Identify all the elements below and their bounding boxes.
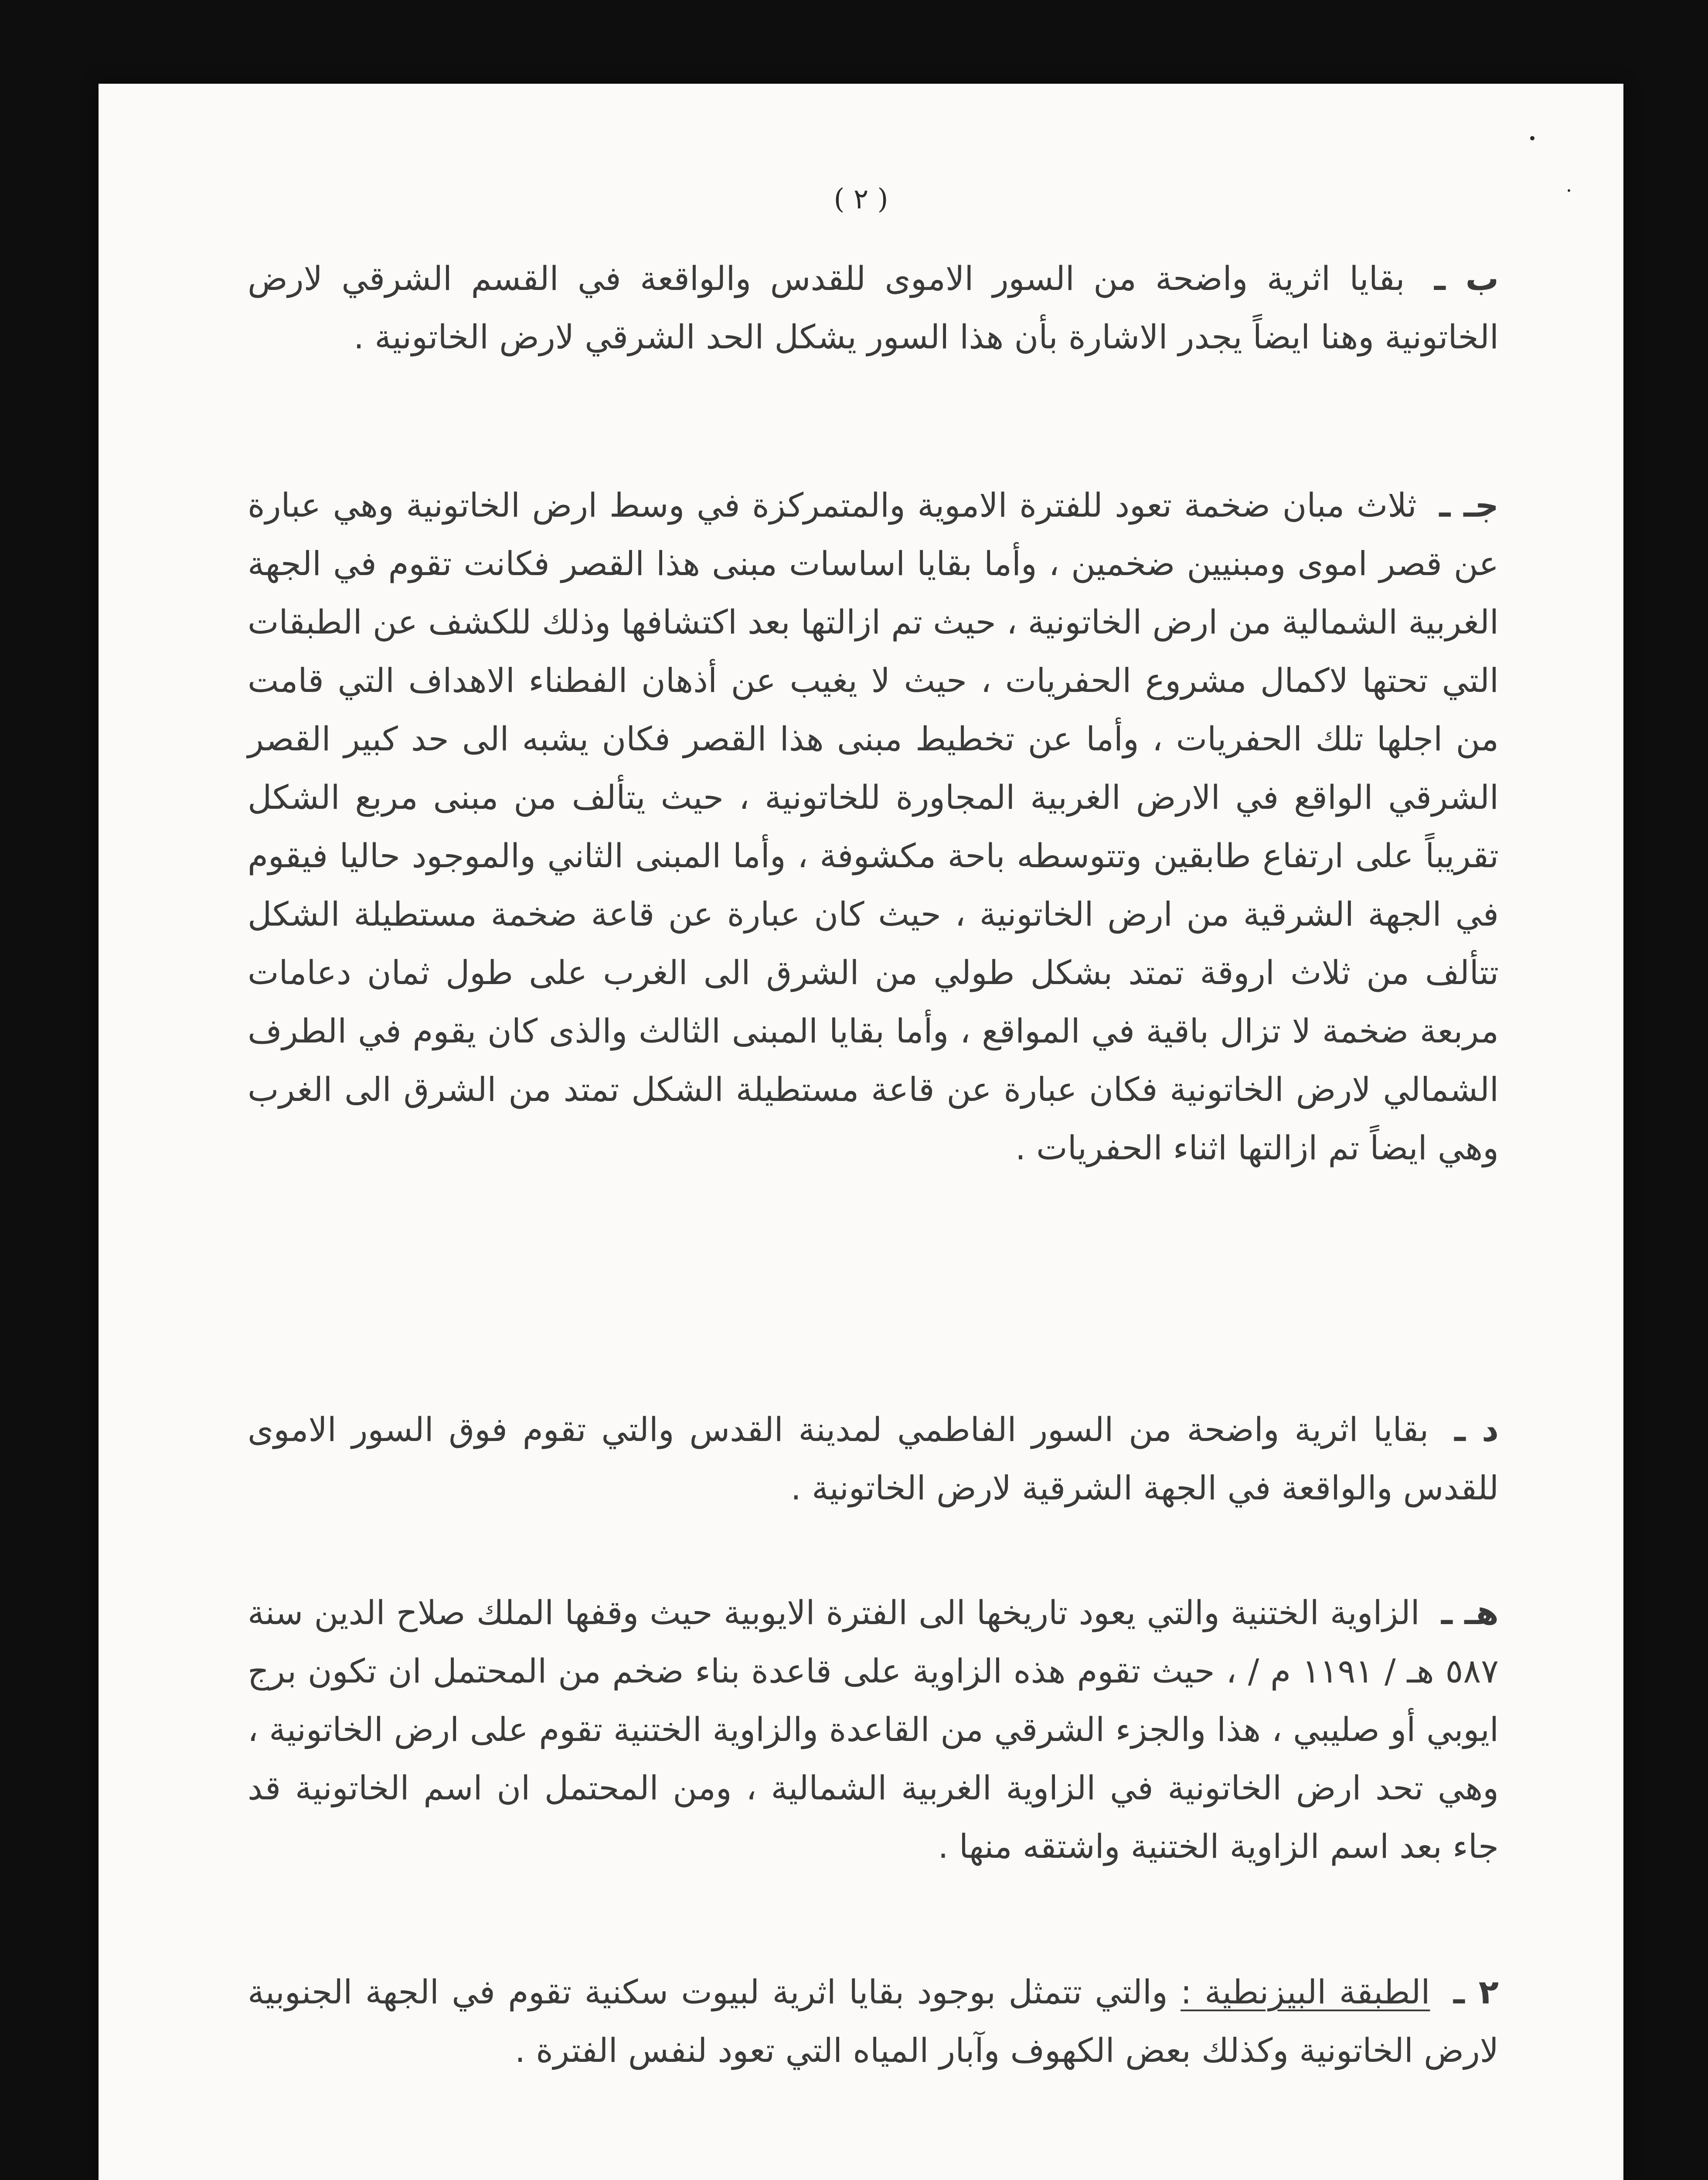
paragraph-b bbox=[248, 249, 1499, 366]
paragraph-text: والتي تتمثل بوجود بقايا اثرية لبيوت سكنية تقوم في الجهة الجنوبية لارض الخاتونية وكذلك بعض الكهوف وآبار المياه التي تعود لنفس الفترة . bbox=[248, 1972, 1499, 2070]
paragraph-d bbox=[248, 1400, 1499, 1517]
paragraph-byzantine bbox=[248, 1963, 1499, 2080]
paragraph-marker: هـ ـ bbox=[1441, 1593, 1499, 1632]
page-speck bbox=[1530, 136, 1534, 140]
paragraph-marker: ٢ ـ bbox=[1453, 1972, 1499, 2011]
paragraph-text: بقايا اثرية واضحة من السور الفاطمي لمدينة القدس والتي تقوم فوق السور الاموى للقدس والواقعة في الجهة الشرقية لارض الخاتونية . bbox=[248, 1410, 1499, 1507]
paragraph-text: ثلاث مبان ضخمة تعود للفترة الاموية والمتمركزة في وسط ارض الخاتونية وهي عبارة عن قصر اموى ومبنيين ضخمين ، وأما بقايا اساسات مبنى هذا القصر فكانت تقوم في الجهة الغربية الشمالية من ارض الخاتونية ، حيث تم ازالتها بعد اكتشافها وذلك للكشف عن الطبقات التي تحتها لاكمال مشروع الحفريات ، حيث لا يغيب عن أذهان الفطناء الاهداف التي قامت من اجلها تلك الحفريات ، وأما عن تخطيط مبنى هذا القصر فكان يشبه الى حد كبير القصر الشرقي الواقع في الارض الغربية المجاورة للخاتونية ، حيث يتألف من مبنى مربع الشكل تقريباً على ارتفاع طابقين وتتوسطه باحة مكشوفة ، وأما المبنى الثاني والموجود حاليا فيقوم في الجهة الشرقية من ارض الخاتونية ، حيث كان عبارة عن قاعة ضخمة مستطيلة الشكل تتألف من ثلاث اروقة تمتد بشكل طولي من الشرق الى الغرب على طول ثمان دعامات مربعة ضخمة لا تزال باقية في المواقع ، وأما بقايا المبنى الثالث والذى كان يقوم في الطرف الشمالي لارض الخاتونية فكان عبارة عن قاعة مستطيلة الشكل تمتد من الشرق الى الغرب وهي ايضاً تم ازالتها اثناء الحفريات . bbox=[248, 486, 1499, 1167]
document-page bbox=[99, 84, 1623, 2180]
paragraph-text: بقايا اثرية واضحة من السور الاموى للقدس والواقعة في القسم الشرقي لارض الخاتونية وهنا ايضاً يجدر الاشارة بأن هذا السور يشكل الحد الشرقي لارض الخاتونية . bbox=[248, 259, 1499, 356]
paragraph-text: الزاوية الختنية والتي يعود تاريخها الى الفترة الايوبية حيث وقفها الملك صلاح الدين سنة ٥٨٧ هـ / ١١٩١ م / ، حيث تقوم هذه الزاوية على قاعدة بناء ضخم من المحتمل ان تكون برج ايوبي أو صليبي ، هذا والجزء الشرقي من القاعدة والزاوية الختنية تقوم على ارض الخاتونية ، وهي تحد ارض الخاتونية في الزاوية الغربية الشمالية ، ومن المحتمل ان اسم الخاتونية قد جاء بعد اسم الزاوية الختنية واشتقه منها . bbox=[248, 1593, 1499, 1866]
section-heading: الطبقة البيزنطية : bbox=[1181, 1972, 1430, 2011]
paragraph-marker: جـ ـ bbox=[1439, 486, 1499, 525]
paragraph-marker: ب ـ bbox=[1434, 259, 1499, 298]
paragraph-marker: د ـ bbox=[1454, 1410, 1499, 1449]
page-number: ( ٢ ) bbox=[834, 183, 888, 215]
paragraph-h bbox=[248, 1584, 1499, 1876]
paragraph-c bbox=[248, 476, 1499, 1177]
